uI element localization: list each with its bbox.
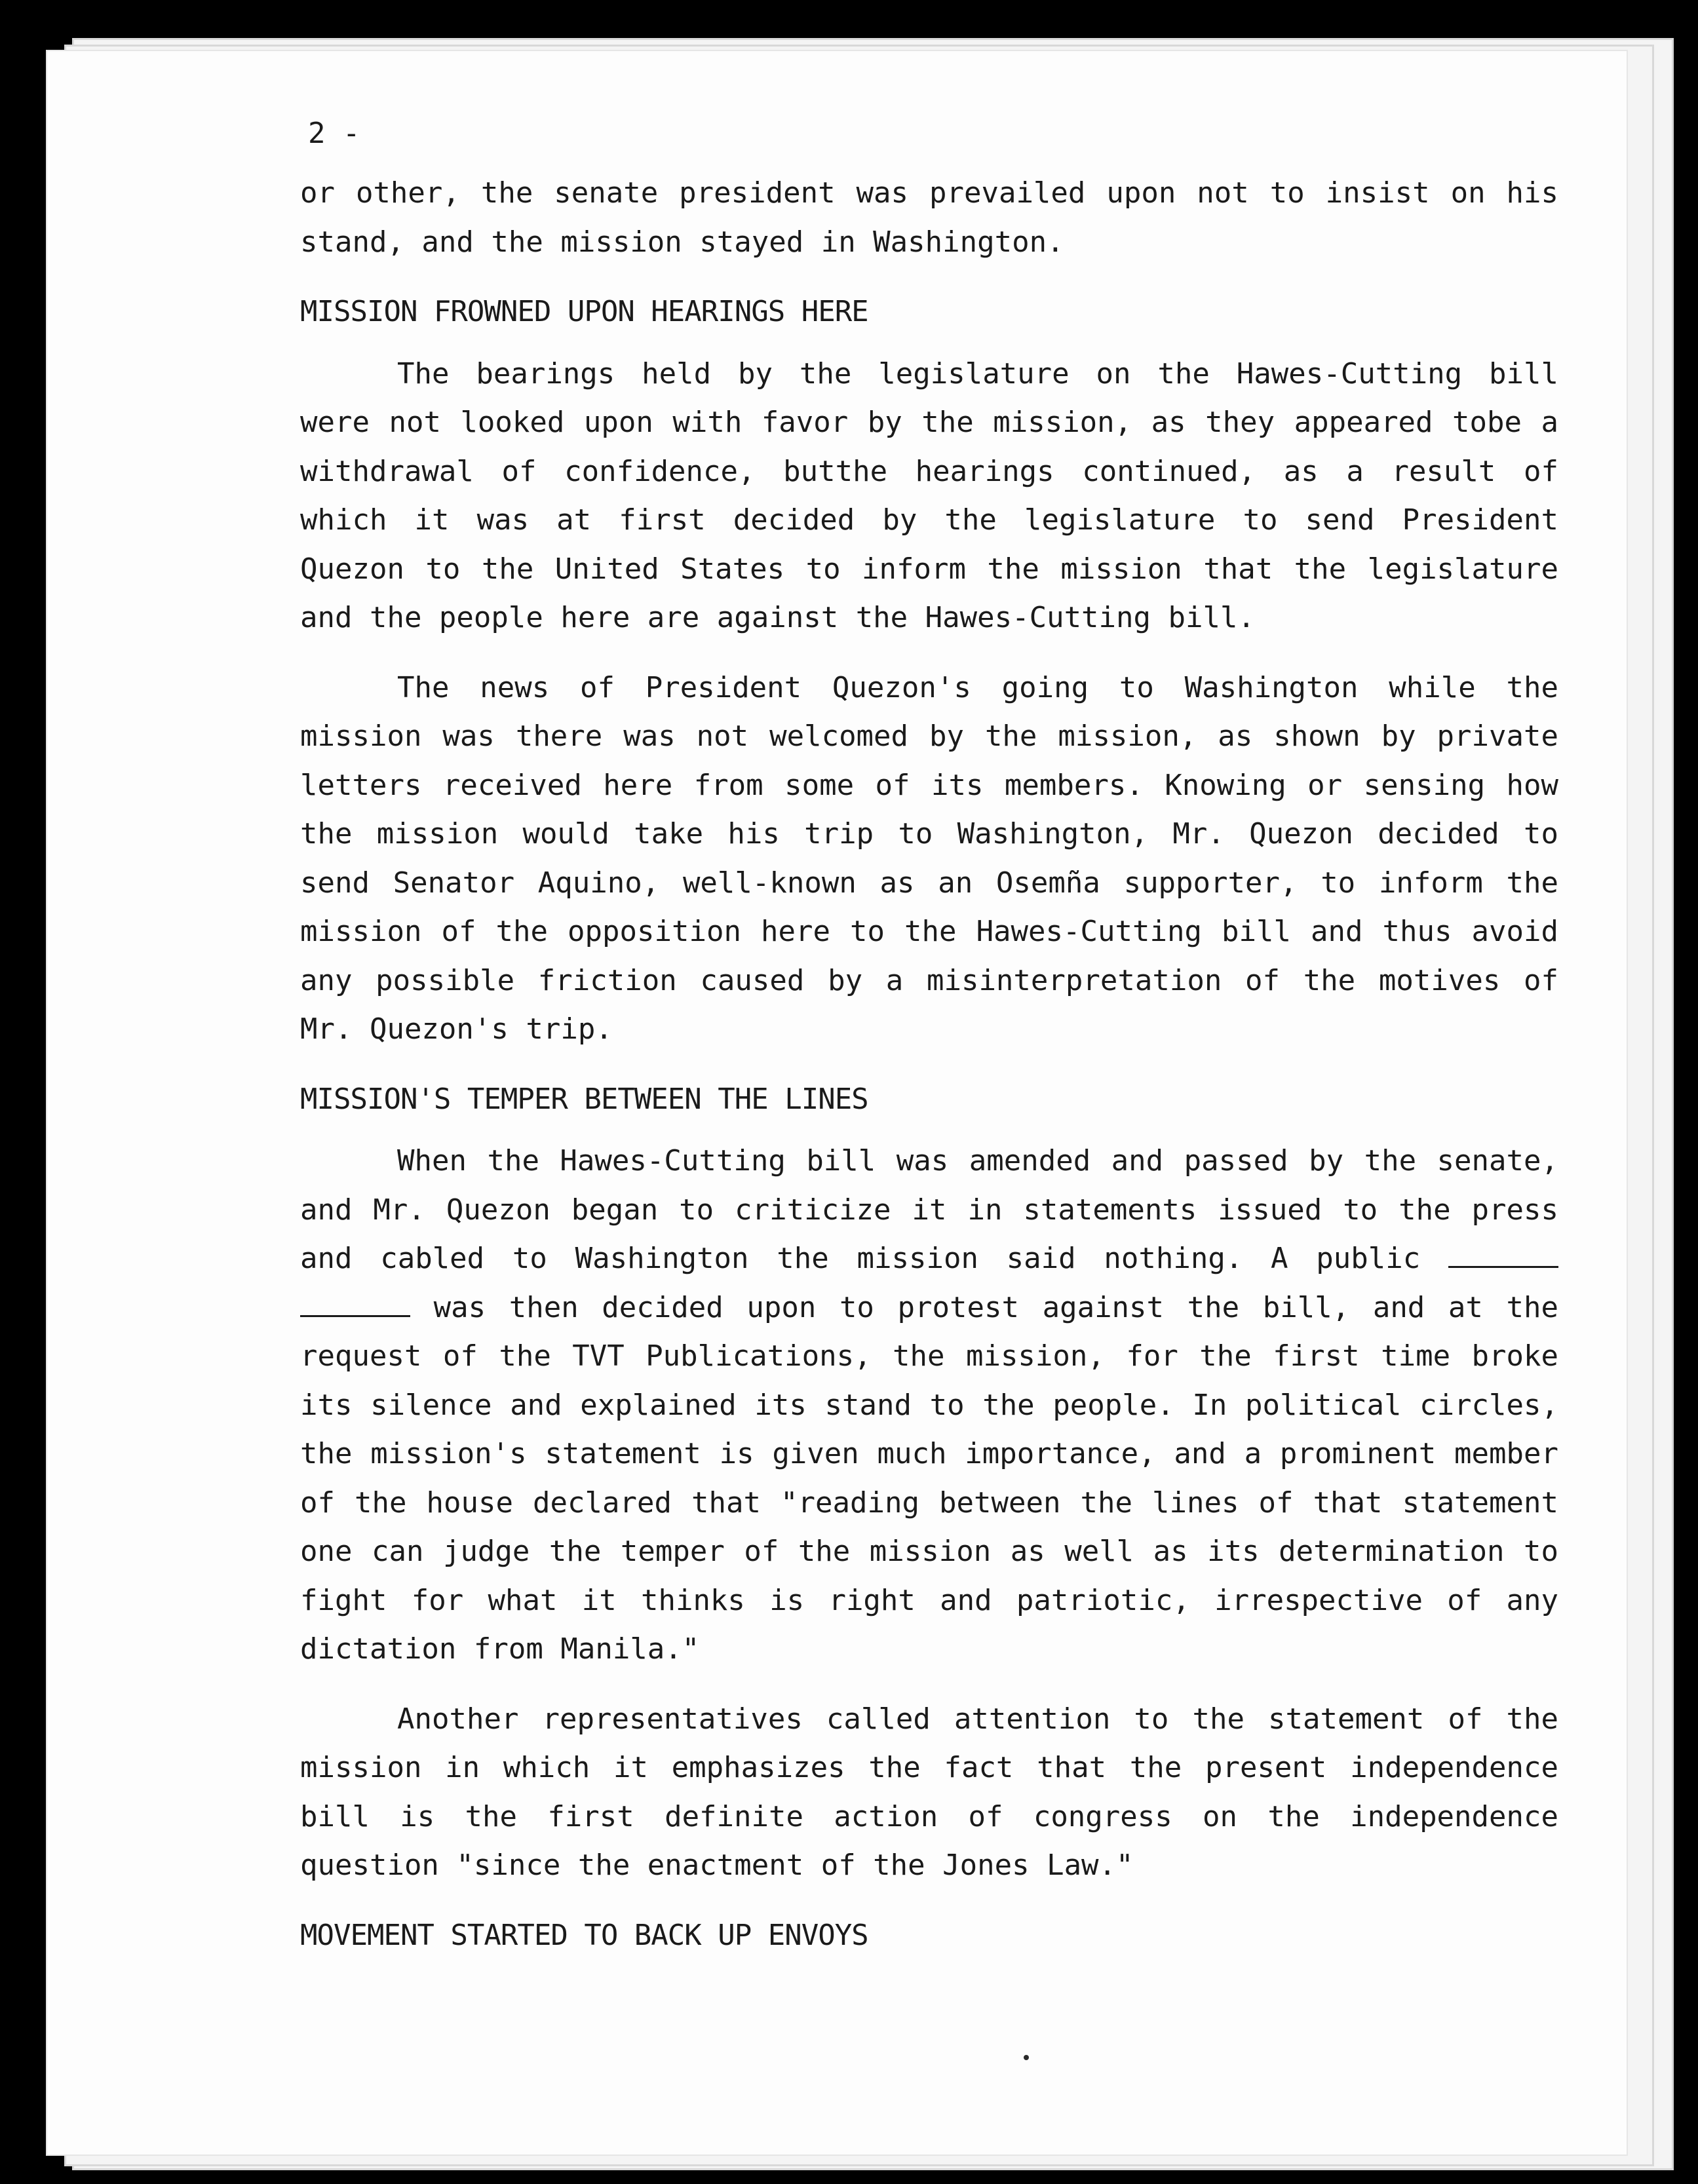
page-number: 2 - bbox=[308, 117, 360, 150]
paragraph-temper-part-2: was then decided upon to protest against the bill, and at the request of the TVT Publications, the mission, for the first time broke its silence and explained its stand to the people. In political circles, the mission's statement is given much importance, and a prominent member of the house declared that "reading between the lines of that statement one can judge the temper of the mission as well as its determination to fight for what it thinks is right and patriotic, irrespective of any dictation from Manila." bbox=[300, 1290, 1558, 1666]
section-heading: MOVEMENT STARTED TO BACK UP ENVOYS bbox=[300, 1918, 868, 1952]
paragraph-hearings: The bearings held by the legislature on the Hawes-Cutting bill were not looked upon with favor by the mission, as they appeared tobe a withdrawal of confidence, butthe hearings continued, as a result of which it was at first decided by the legislature to send President Quezon to the United States to inform the mission that the legislature and the people here are against the Hawes-Cutting bill. bbox=[300, 356, 1558, 634]
section-heading: MISSION'S TEMPER BETWEEN THE LINES bbox=[300, 1082, 868, 1116]
paragraph-temper bbox=[300, 1137, 1558, 1674]
ink-speck bbox=[1024, 2055, 1029, 2060]
blank-line bbox=[300, 1293, 410, 1317]
blank-line bbox=[1448, 1244, 1558, 1268]
section-heading: MISSION FROWNED UPON HEARINGS HERE bbox=[300, 295, 868, 328]
paragraph-quezon-trip: The news of President Quezon's going to Washington while the mission was there was not welcomed by the mission, as shown by private letters received here from some of its members. Knowing or sensing how the mission would take his trip to Washington, Mr. Quezon decided to send Senator Aquino, well-known as an Osemña supporter, to inform the mission of the opposition here to the Hawes-Cutting bill and thus avoid any possible friction caused by a misinterpretation of the motives of Mr. Quezon's trip. bbox=[300, 670, 1558, 1046]
page-text bbox=[300, 98, 1558, 1973]
paragraph-representatives: Another representatives called attention to the statement of the mission in which it emphasizes the fact that the present independence bill is the first definite action of congress on the independence question "since the enactment of the Jones Law." bbox=[300, 1702, 1558, 1882]
paragraph-temper-part-1: When the Hawes-Cutting bill was amended and passed by the senate, and Mr. Quezon began to criticize it in statements issued to the press and cabled to Washington the mission said nothing. A public bbox=[300, 1144, 1558, 1275]
paragraph-continuation: or other, the senate president was prevailed upon not to insist on his stand, and the mission stayed in Washington. bbox=[300, 176, 1558, 259]
